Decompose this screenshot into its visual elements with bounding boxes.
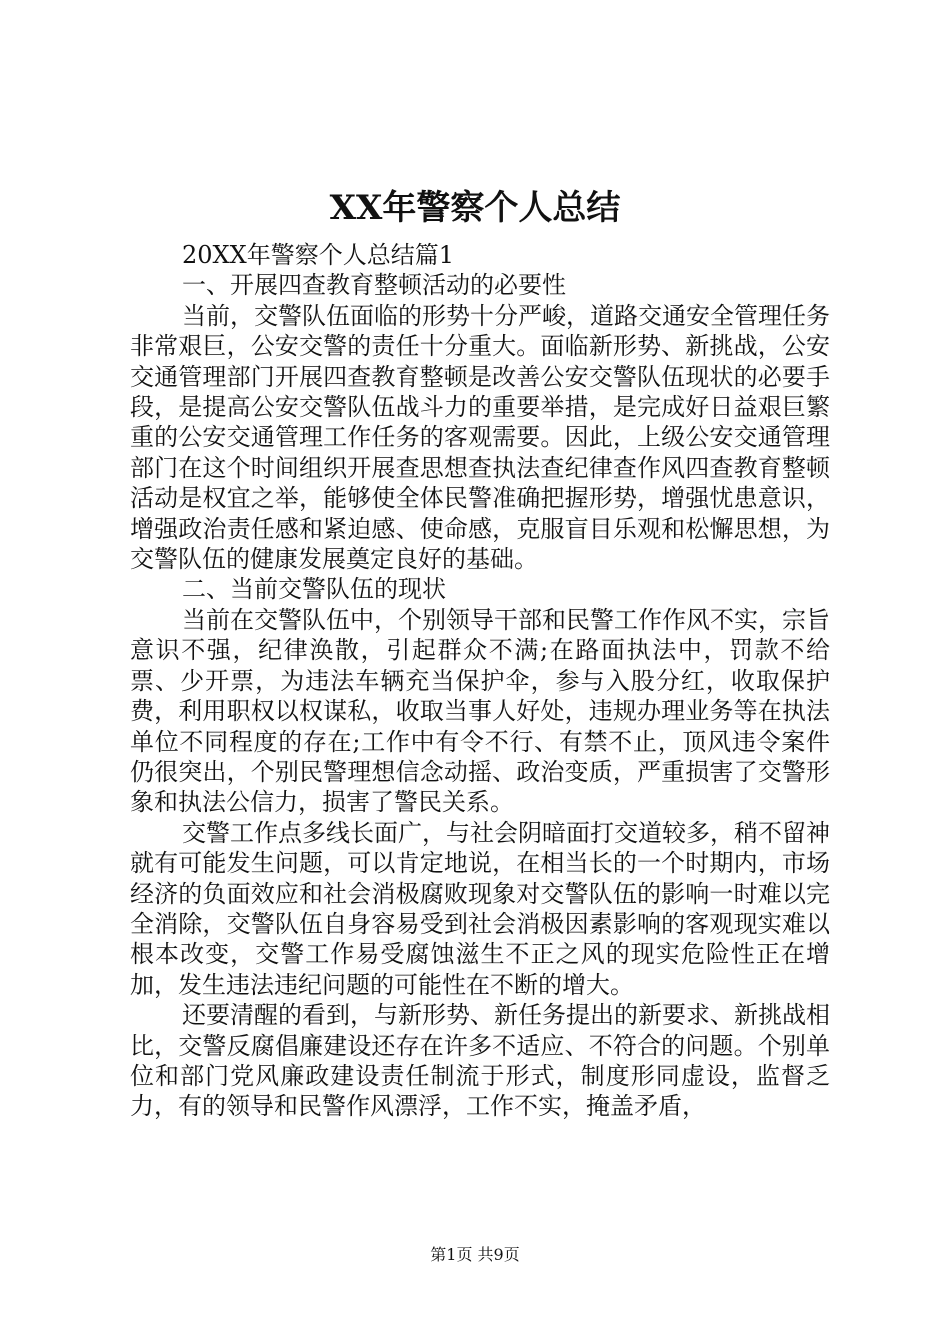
paragraph: 还要清醒的看到，与新形势、新任务提出的新要求、新挑战相比，交警反腐倡廉建设还存在许多不适应、不符合的问题。个别单位和部门党风廉政建设责任制流于形式，制度形同虚设，监督乏力，有的领导和民警作风漂浮，工作不实，掩盖矛盾， [130, 1001, 830, 1121]
subtitle-line: 20XX年警察个人总结篇1 [182, 241, 454, 269]
page-title: XX年警察个人总结 [329, 188, 621, 228]
document-body [130, 240, 830, 1122]
paragraph: 当前在交警队伍中，个别领导干部和民警工作作风不实，宗旨意识不强，纪律涣散，引起群众不满;在路面执法中，罚款不给票、少开票，为违法车辆充当保护伞，参与入股分红，收取保护费，利用职权以权谋私，收取当事人好处，违规办理业务等在执法单位不同程度的存在;工作中有令不行、有禁不止，顶风违令案件仍很突出，个别民警理想信念动摇、政治变质，严重损害了交警形象和执法公信力，损害了警民关系。 [130, 605, 830, 817]
section-heading-2: 二、当前交警队伍的现状 [182, 575, 446, 604]
section-heading-1: 一、开展四查教育整顿活动的必要性 [182, 271, 566, 300]
paragraph: 当前，交警队伍面临的形势十分严峻，道路交通安全管理任务非常艰巨，公安交警的责任十分重大。面临新形势、新挑战，公安交通管理部门开展四查教育整顿是改善公安交警队伍现状的必要手段，是提高公安交警队伍战斗力的重要举措，是完成好日益艰巨繁重的公安交通管理工作任务的客观需要。因此，上级公安交通管理部门在这个时间组织开展查思想查执法查纪律查作风四查教育整顿活动是权宜之举，能够使全体民警准确把握形势，增强忧患意识，增强政治责任感和紧迫感、使命感，克服盲目乐观和松懈思想，为交警队伍的健康发展奠定良好的基础。 [130, 301, 830, 574]
page-footer: 第1页 共9页 [430, 1245, 520, 1264]
paragraph: 交警工作点多线长面广，与社会阴暗面打交道较多，稍不留神就有可能发生问题，可以肯定地说，在相当长的一个时期内，市场经济的负面效应和社会消极腐败现象对交警队伍的影响一时难以完全消除，交警队伍自身容易受到社会消极因素影响的客观现实难以根本改变，交警工作易受腐蚀滋生不正之风的现实危险性正在增加，发生违法违纪问题的可能性在不断的增大。 [130, 818, 830, 999]
